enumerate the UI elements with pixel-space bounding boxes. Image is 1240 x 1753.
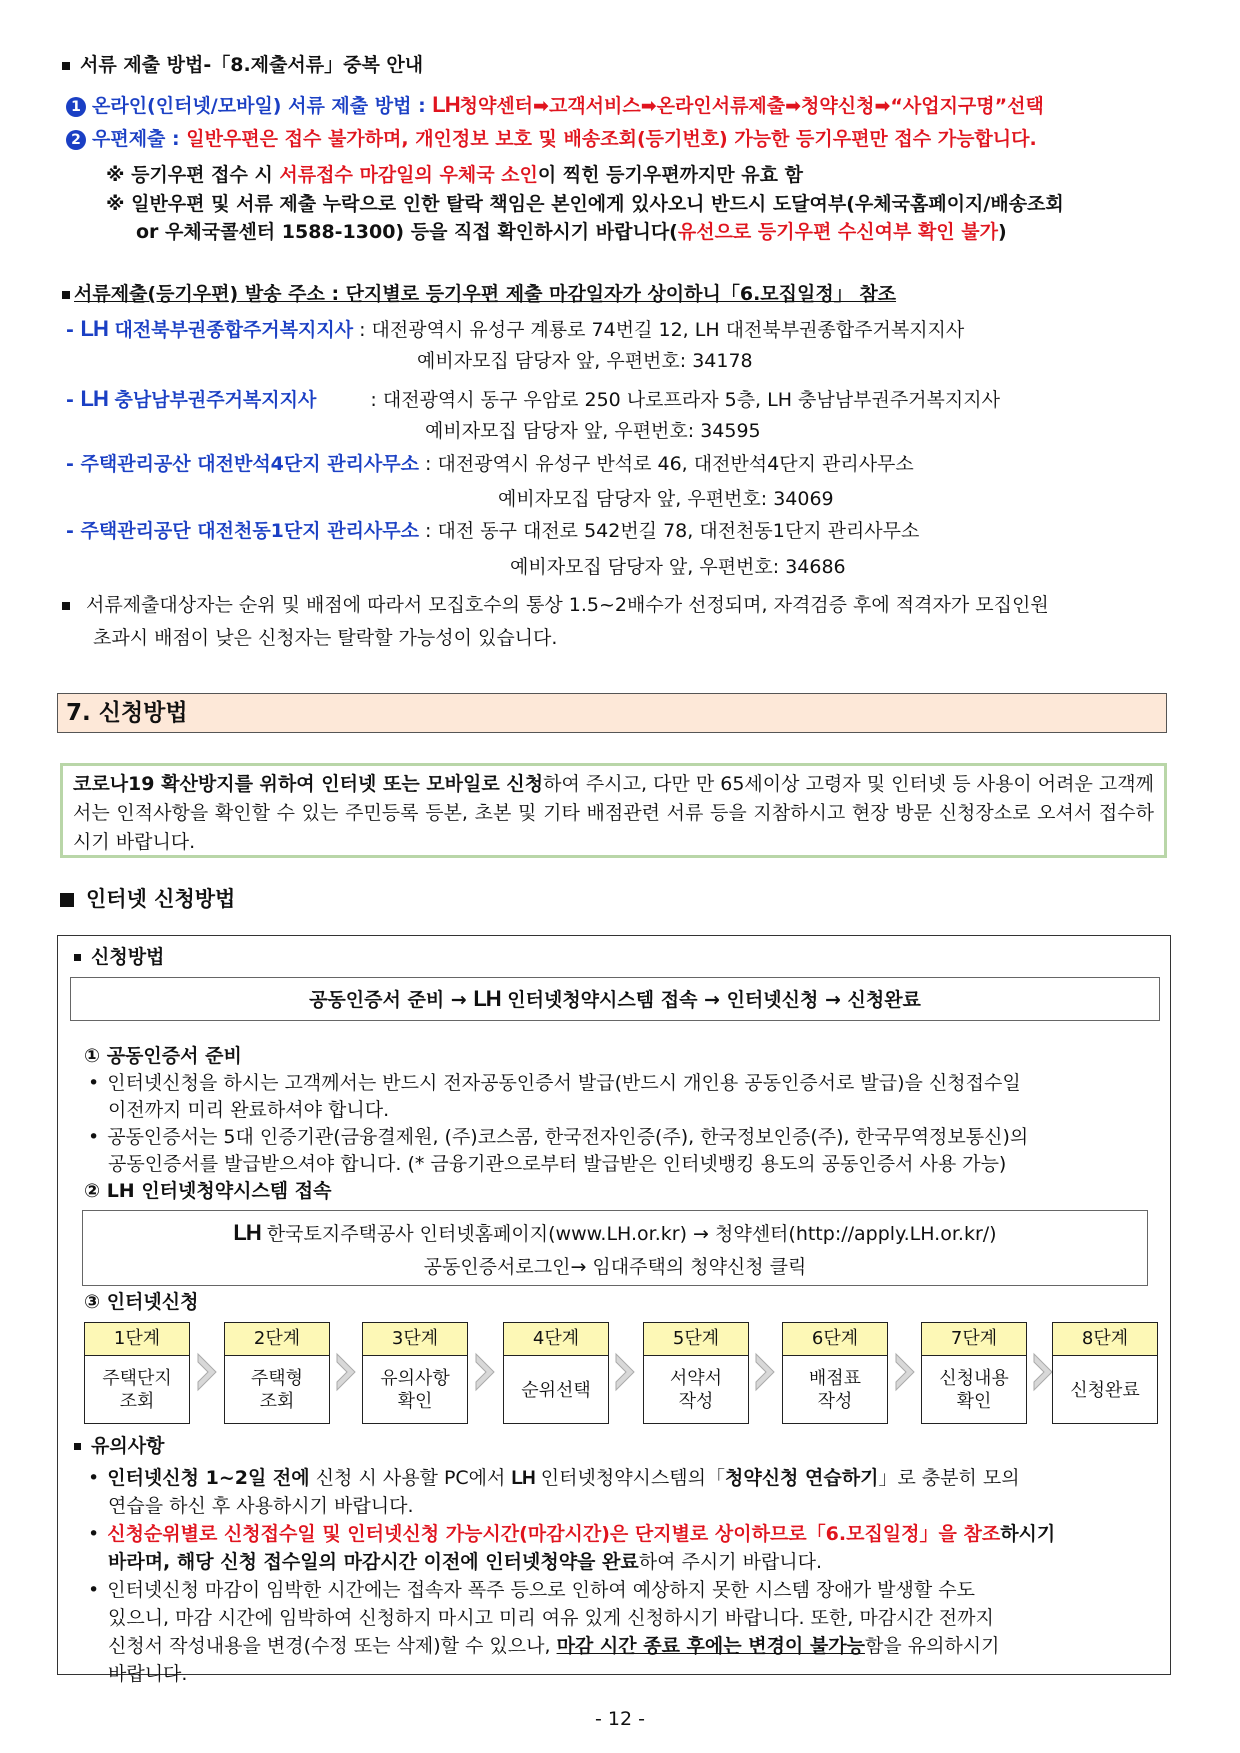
address-recipient: 예비자모집 담당자 앞, 우편번호: 34178 [417,350,753,372]
chevron-right-icon [196,1352,218,1392]
step1-bullet: • 인터넷신청을 하시는 고객께서는 반드시 전자공동인증서 발급(반드시 개인용 공동인증서로 발급)을 신청접수일 [88,1072,1021,1094]
application-flow: 공동인증서 준비 → LH 인터넷청약시스템 접속 → 인터넷신청 → 신청완료 [70,977,1160,1021]
square-bullet-icon [62,291,70,299]
step-box: 8단계 신청완료 [1052,1322,1158,1424]
caution-item-cont: 신청서 작성내용을 변경(수정 또는 삭제)할 수 있으나, 마감 시간 종료 후에는 변경이 불가능함을 유의하시기 [108,1635,1000,1657]
caution-item-cont: 바라며, 해당 신청 접수일의 마감시간 이전에 인터넷청약을 완료하여 주시기 바랍니다. [108,1551,823,1573]
covid-notice-box: 코로나19 확산방지를 위하여 인터넷 또는 모바일로 신청하여 주시고, 다만 만 65세이상 고령자 및 인터넷 등 사용이 어려운 고객께서는 인적사항을 확인할 수 있는 주민등록 등본, 초본 및 기타 배점관련 서류 등을 지참하시고 현장 방문 신청장소로 오셔서 접수하시기 바랍니다. [60,763,1167,858]
number-2-icon: 2 [66,130,86,150]
square-bullet-icon [60,893,74,907]
section-title: 7. 신청방법 [57,693,1167,733]
internet-method-heading: 인터넷 신청방법 [60,884,235,914]
address-entry: - 주택관리공단 대전천동1단지 관리사무소 : 대전 동구 대전로 542번길 78, 대전천동1단지 관리사무소 [66,520,920,542]
step3-title: ③ 인터넷신청 [84,1291,199,1313]
selection-note: 서류제출대상자는 순위 및 배점에 따라서 모집호수의 통상 1.5~2배수가 선정되며, 자격검증 후에 적격자가 모집인원 [62,592,1049,620]
regular-mail-note-cont: or 우체국콜센터 1588-1300) 등을 직접 확인하시기 바랍니다(유선으로 등기우편 수신여부 확인 불가) [136,221,1007,243]
address-entry: - LH 대전북부권종합주거복지지사 : 대전광역시 유성구 계룡로 74번길 12, LH 대전북부권종합주거복지지사 [66,316,965,341]
step1-bullet-cont: 이전까지 미리 완료하셔야 합니다. [108,1099,390,1121]
submission-heading: 서류 제출 방법-「8.제출서류」중복 안내 [62,52,423,80]
step-box: 3단계 유의사항 확인 [362,1322,468,1424]
caution-item: • 인터넷신청 마감이 임박한 시간에는 접속자 폭주 등으로 인하여 예상하지 못한 시스템 장애가 발생할 수도 [88,1579,975,1601]
square-bullet-icon [62,62,70,70]
step1-bullet-cont: 공동인증서를 발급받으셔야 합니다. (* 금융기관으로부터 발급받은 인터넷뱅킹 용도의 공동인증서 사용 가능) [108,1153,1007,1175]
step1-bullet: • 공동인증서는 5대 인증기관(금융결제원, (주)코스콤, 한국전자인증(주), 한국정보인증(주), 한국무역정보통신)의 [88,1126,1029,1148]
selection-note-cont: 초과시 배점이 낮은 신청자는 탈락할 가능성이 있습니다. [93,627,558,649]
chevron-right-icon [614,1352,636,1392]
chevron-right-icon [474,1352,496,1392]
caution-item-cont: 바랍니다. [108,1663,188,1685]
step1-title: ① 공동인증서 준비 [84,1045,242,1067]
square-bullet-icon [74,954,81,961]
step-box: 5단계 서약서 작성 [643,1322,749,1424]
step-box: 4단계 순위선택 [503,1322,609,1424]
chevron-right-icon [894,1352,916,1392]
page-number: - 12 - [595,1708,645,1730]
address-recipient: 예비자모집 담당자 앞, 우편번호: 34069 [498,488,834,510]
online-submission-line: 1 온라인(인터넷/모바일) 서류 제출 방법 : LH청약센터➡고객서비스➡온라인서류제출➡청약신청➡“사업지구명”선택 [66,89,1044,121]
address-recipient: 예비자모집 담당자 앞, 우편번호: 34595 [425,420,761,442]
regular-mail-note: ※ 일반우편 및 서류 제출 누락으로 인한 탈락 책임은 본인에게 있사오니 반드시 도달여부(우체국홈페이지/배송조회 [106,193,1064,215]
site-access-box [82,1210,1148,1286]
caution-heading: 유의사항 [74,1433,164,1461]
chevron-right-icon [754,1352,776,1392]
address-heading: 서류제출(등기우편) 발송 주소 : 단지별로 등기우편 제출 마감일자가 상이하니「6.모집일정」 참조 [62,281,896,309]
caution-item: • 신청순위별로 신청접수일 및 인터넷신청 가능시간(마감시간)은 단지별로 상이하므로「6.모집일정」을 참조하시기 [88,1523,1056,1545]
site-line-2: 공동인증서로그인→ 임대주택의 청약신청 클릭 [423,1256,807,1278]
address-recipient: 예비자모집 담당자 앞, 우편번호: 34686 [510,556,846,578]
chevron-right-icon [1032,1352,1054,1392]
registered-mail-note: ※ 등기우편 접수 시 서류접수 마감일의 우체국 소인이 찍힌 등기우편까지만 유효 함 [106,164,803,186]
step-box: 2단계 주택형 조회 [224,1322,330,1424]
method-label: 신청방법 [74,944,164,972]
caution-item: • 인터넷신청 1~2일 전에 신청 시 사용할 PC에서 LH 인터넷청약시스템의「청약신청 연습하기」로 충분히 모의 [88,1467,1020,1489]
chevron-right-icon [335,1352,357,1392]
site-line-1: LH 한국토지주택공사 인터넷홈페이지(www.LH.or.kr) → 청약센터(http://apply.LH.or.kr/) [233,1220,997,1245]
caution-item-cont: 있으니, 마감 시간에 임박하여 신청하지 마시고 미리 여유 있게 신청하시기 바랍니다. 또한, 마감시간 전까지 [108,1607,994,1629]
square-bullet-icon [74,1443,81,1450]
square-bullet-icon [62,602,70,610]
caution-item-cont: 연습을 하신 후 사용하시기 바랍니다. [108,1495,414,1517]
address-entry: - 주택관리공산 대전반석4단지 관리사무소 : 대전광역시 유성구 반석로 46, 대전반석4단지 관리사무소 [66,453,914,475]
step-box: 6단계 배점표 작성 [782,1322,888,1424]
address-entry: - LH 충남남부권주거복지지사 : 대전광역시 동구 우암로 250 나로프라자 5층, LH 충남남부권주거복지지사 [66,386,1000,411]
step-box: 1단계 주택단지 조회 [84,1322,190,1424]
step-box: 7단계 신청내용 확인 [921,1322,1027,1424]
step2-title: ② LH 인터넷청약시스템 접속 [84,1180,332,1202]
postal-submission-line: 2 우편제출 : 일반우편은 접수 불가하며, 개인정보 보호 및 배송조회(등기번호) 가능한 등기우편만 접수 가능합니다. [66,126,1037,154]
number-1-icon: 1 [66,97,86,117]
